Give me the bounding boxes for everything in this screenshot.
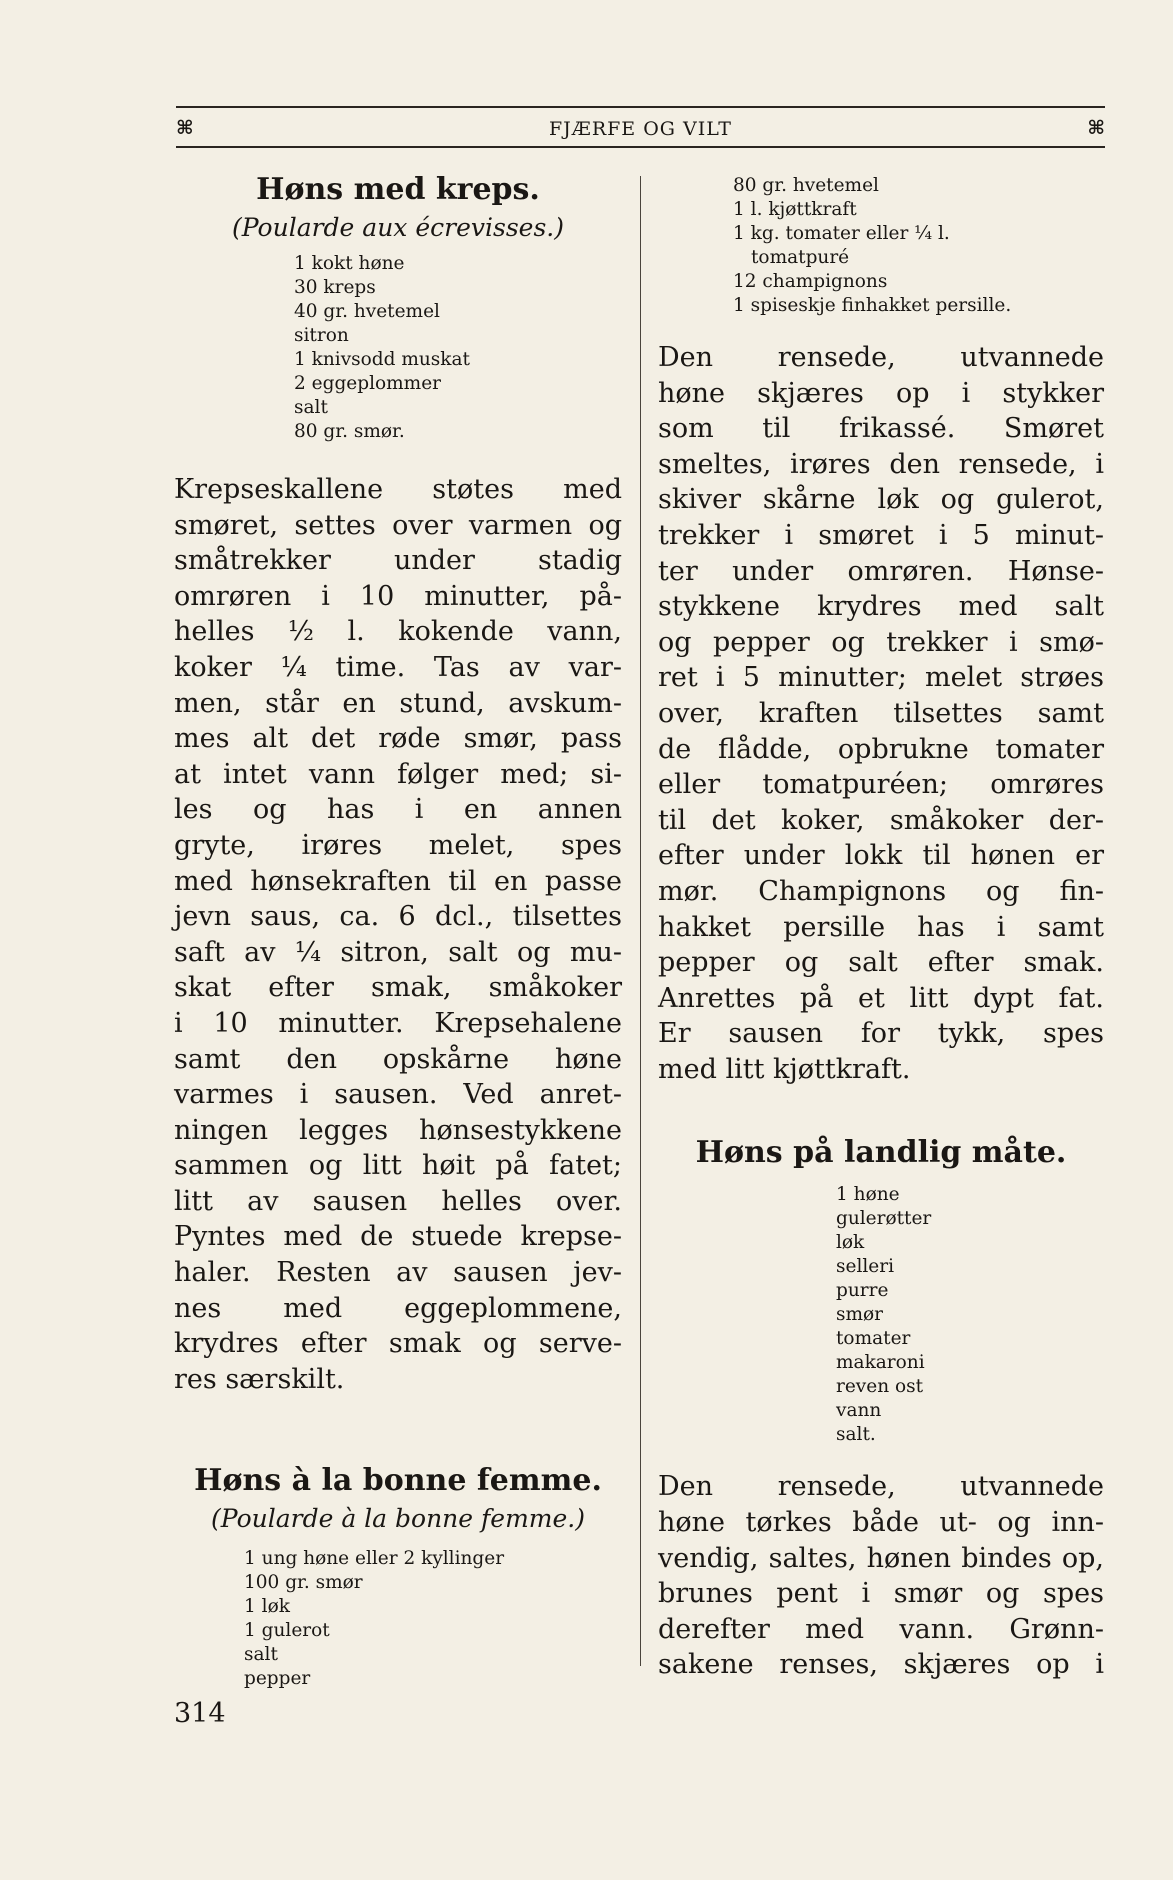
recipe-text [658, 340, 1104, 1087]
text-line: samt den opskårne høne [174, 1043, 622, 1075]
text-line: Den rensede, utvannede [658, 342, 1104, 373]
text-line: småtrekker under stadig [174, 545, 622, 577]
ingredient-item: 1 kokt høne [294, 253, 405, 274]
text-line: saft av ¼ sitron, salt og mu- [174, 936, 622, 968]
text-line: varmes i sausen. Ved anret- [174, 1079, 622, 1111]
header-rule-bottom [176, 146, 1105, 148]
ingredient-item: 80 gr. hvetemel [733, 175, 879, 196]
text-line: nes med eggeplommene, [174, 1292, 622, 1324]
text-line: ter under omrøren. Hønse- [658, 555, 1104, 587]
text-line: de flådde, opbrukne tomater [658, 733, 1104, 765]
text-line: haler. Resten av sausen jev- [174, 1257, 622, 1289]
text-line: mes alt det røde smør, pass [174, 723, 622, 755]
text-line: sakene renses, skjæres op i [658, 1649, 1104, 1681]
ingredient-list [836, 1183, 1104, 1447]
text-line: eller tomatpuréen; omrøres [658, 769, 1104, 801]
text-line: med hønsekraften til en passe [174, 865, 622, 897]
text-line: brunes pent i smør og spes [658, 1578, 1104, 1610]
text-line: i 10 minutter. Krepsehalene [174, 1007, 622, 1039]
text-line: ret i 5 minutter; melet strøes [658, 662, 1104, 694]
ingredient-item: sitron [294, 325, 349, 346]
text-line: høne skjæres op i stykker [658, 377, 1104, 409]
running-header [176, 106, 1105, 148]
ingredient-item: gulerøtter [836, 1208, 932, 1230]
text-line: koker ¼ time. Tas av var- [174, 651, 622, 683]
text-line: jevn saus, ca. 6 dcl., tilsettes [174, 901, 622, 933]
ingredient-item: 1 løk [244, 1596, 290, 1618]
text-line: Den rensede, utvannede [658, 1471, 1104, 1503]
text-line: trekker i smøret i 5 minut- [658, 519, 1104, 551]
recipe-title: Høns med kreps. [256, 172, 540, 207]
text-line: mør. Champignons og fin- [658, 875, 1104, 907]
text-line: pepper og salt efter smak. [658, 947, 1104, 979]
ingredient-item: 1 høne [836, 1184, 900, 1206]
text-line: skiver skårne løk og gulerot, [658, 484, 1104, 516]
text-line: smeltes, irøres den rensede, i [658, 448, 1104, 480]
ornament-icon: ⌘ [1087, 117, 1105, 139]
text-line: helles ½ l. kokende vann, [174, 616, 622, 648]
section-title: FJÆRFE OG VILT [549, 118, 732, 140]
recipe-title: Høns à la bonne femme. [194, 1463, 602, 1499]
ingredient-item: smør [836, 1304, 884, 1326]
ingredient-item: salt. [836, 1424, 876, 1446]
recipe-text [174, 472, 622, 1397]
recipe-subtitle: (Poularde à la bonne femme.) [211, 1504, 585, 1534]
ingredient-item: 1 spiseskje finhakket persille. [733, 295, 1012, 316]
text-line: skat efter smak, småkoker [174, 972, 622, 1004]
right-column [658, 170, 1104, 1683]
recipe-subtitle: (Poularde aux écrevisses.) [231, 213, 564, 242]
text-line: med litt kjøttkraft. [658, 1053, 911, 1085]
text-line: ningen legges hønsestykkene [174, 1114, 622, 1146]
header-rule-top [176, 106, 1105, 108]
ingredient-item: 80 gr. smør. [294, 421, 405, 442]
text-line: Krepseskallene støtes med [174, 474, 622, 505]
text-line: vendig, saltes, hønen bindes op, [658, 1542, 1104, 1574]
ingredient-list [294, 252, 622, 444]
ingredient-item: 1 knivsodd muskat [294, 349, 470, 370]
text-line: sammen og litt høit på fatet; [174, 1150, 622, 1182]
text-line: og pepper og trekker i smø- [658, 626, 1104, 658]
recipe-text [658, 1469, 1104, 1683]
text-line: at intet vann følger med; si- [174, 758, 622, 790]
text-line: res særskilt. [174, 1363, 345, 1395]
ingredient-item: salt [244, 1644, 278, 1666]
ingredient-list [244, 1547, 622, 1691]
ingredient-item: purre [836, 1280, 889, 1302]
ingredient-item: reven ost [836, 1376, 924, 1398]
ingredient-item: 1 ung høne eller 2 kyllinger [244, 1548, 505, 1570]
text-line: Anrettes på et litt dypt fat. [658, 982, 1104, 1014]
ingredient-item: 2 eggeplommer [294, 373, 442, 394]
ingredient-item: tomatpuré [751, 247, 850, 268]
text-line: Pyntes med de stuede krepse- [174, 1221, 622, 1253]
left-column [174, 170, 622, 1691]
text-line: over, kraften tilsettes samt [658, 697, 1104, 729]
text-line: stykkene krydres med salt [658, 591, 1104, 623]
ingredient-item: pepper [244, 1668, 311, 1690]
text-line: som til frikassé. Smøret [658, 413, 1104, 445]
text-line: smøret, settes over varmen og [174, 509, 622, 541]
page-number: 314 [174, 1698, 226, 1729]
text-line: krydres efter smak og serve- [174, 1328, 622, 1360]
recipe-title: Høns på landlig måte. [695, 1135, 1067, 1171]
column-divider [640, 176, 641, 1666]
text-line: les og has i en annen [174, 794, 622, 826]
ornament-icon: ⌘ [176, 117, 194, 139]
ingredient-item: 1 kg. tomater eller ¼ l. [733, 223, 950, 244]
ingredient-item: 40 gr. hvetemel [294, 301, 440, 322]
ingredient-item: 1 l. kjøttkraft [733, 199, 857, 220]
ingredient-item: vann [836, 1400, 882, 1422]
ingredient-item: makaroni [836, 1352, 925, 1374]
ingredient-item: 12 champignons [733, 271, 888, 292]
ingredient-item: selleri [836, 1256, 894, 1278]
ingredient-item: salt [294, 397, 328, 418]
text-line: omrøren i 10 minutter, på- [174, 580, 622, 612]
ingredient-item: tomater [836, 1328, 911, 1350]
text-line: høne tørkes både ut- og inn- [658, 1507, 1104, 1539]
text-line: men, står en stund, avskum- [174, 687, 622, 719]
ingredient-item: 100 gr. smør [244, 1572, 363, 1594]
text-line: efter under lokk til hønen er [658, 840, 1104, 872]
text-line: litt av sausen helles over. [174, 1185, 622, 1217]
text-line: derefter med vann. Grønn- [658, 1613, 1104, 1645]
text-line: til det koker, småkoker der- [658, 804, 1104, 836]
text-line: Er sausen for tykk, spes [658, 1018, 1104, 1050]
text-line: hakket persille has i samt [658, 911, 1104, 943]
text-line: gryte, irøres melet, spes [174, 829, 622, 861]
ingredient-item: løk [836, 1232, 865, 1254]
ingredient-item: 1 gulerot [244, 1620, 330, 1642]
ingredient-list [733, 174, 1104, 318]
ingredient-item: 30 kreps [294, 277, 376, 298]
